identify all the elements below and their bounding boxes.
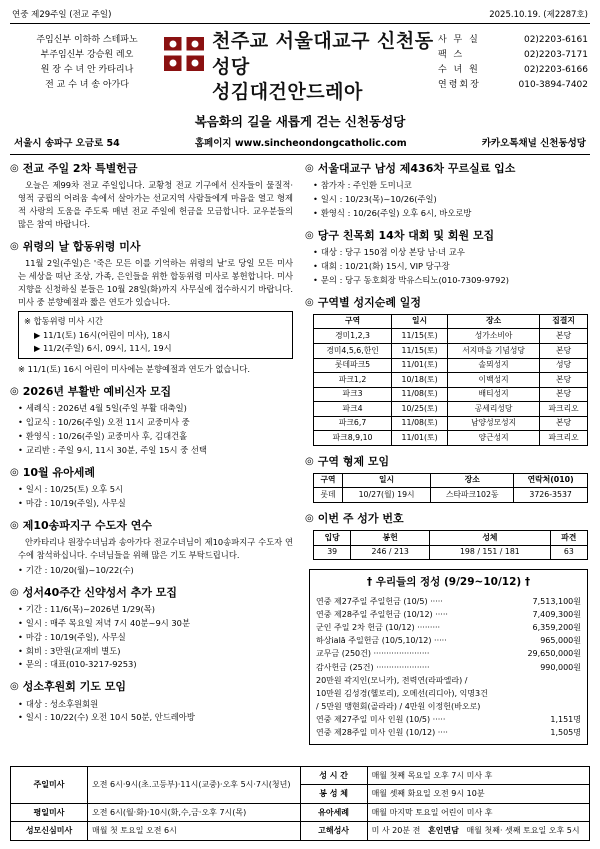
parish-slogan: 복음화의 길을 새롭게 걷는 신천동성당 xyxy=(194,113,406,129)
cell: 본당 xyxy=(540,373,588,388)
article-memorial-mass xyxy=(10,240,295,376)
donation-amount: 965,000원 xyxy=(540,636,581,646)
list-item xyxy=(18,658,293,671)
list-item xyxy=(18,617,293,630)
bullet-icon: • xyxy=(18,444,23,455)
article-title: 제10송파지구 수도자 연수 xyxy=(22,518,152,532)
article-title: 성소후원회 기도 모임 xyxy=(22,680,127,694)
donation-amount: 6,359,200원 xyxy=(532,622,581,632)
mass-schedule-footer xyxy=(10,766,590,841)
cell: 스타파크102동 xyxy=(431,488,514,503)
contact-label-2: 수 녀 원 xyxy=(438,64,480,75)
bullet-icon: • xyxy=(18,417,23,428)
donation-label: 군인 주일 2차 헌금 (10/12) ········· xyxy=(316,622,441,632)
article-infant-baptism xyxy=(10,466,295,510)
contact-row xyxy=(438,48,588,63)
article-body: 오늘은 제99차 전교 주일입니다. 교황청 전교 기구에서 신자들이 물질적·영적 궁핍의 어려움 속에서 살아가는 선교지역 사람들에게 마음을 열고 형제적 사랑의 도움을 주도록 매년 전교 주일에 헌금을 모금합니다. 교우분들의 많은 참여 바랍니다. xyxy=(18,180,293,229)
contact-label-0: 사 무 실 xyxy=(438,35,480,45)
donation-amount: 7,513,100원 xyxy=(532,596,581,606)
list-item-text: 일시 : 매주 목요일 저녁 7시 40분~9시 30분 xyxy=(25,617,190,628)
list-item xyxy=(18,603,293,616)
list-item-text: 마감 : 10/19(주일), 사무실 xyxy=(25,631,126,642)
cell: 246 / 213 xyxy=(351,545,430,560)
table-row xyxy=(11,803,590,822)
list-item xyxy=(313,207,588,220)
confession-time: 미 사 20분 전 xyxy=(371,826,421,836)
attendance-row xyxy=(316,713,581,726)
article-title: 당구 친목회 14차 대회 및 회원 모집 xyxy=(317,228,495,242)
article-bible-40weeks xyxy=(10,586,295,672)
article-body: 안카타리나 원장수녀님과 송아가다 전교수녀님이 제10송파지구 수도자 연수에 참석하십니다. 수녀님들을 위해 많은 기도 부탁드립니다. xyxy=(18,537,293,560)
list-item-text: 일시 : 10/22(수) 오전 10시 50분, 안드레아방 xyxy=(25,712,195,723)
donation-row xyxy=(316,608,581,621)
row-label-2: 유아세례 xyxy=(300,803,367,822)
list-item-text: 참가자 : 주인환 도미니코 xyxy=(320,180,412,191)
top-header xyxy=(10,8,590,22)
article-hymn-numbers xyxy=(305,512,590,560)
parish-address: 서울시 송파구 오금로 54 xyxy=(14,137,120,149)
cell: 11/15(토) xyxy=(392,344,448,359)
section-marker-icon: ◎ xyxy=(10,586,19,598)
cell: 10/18(토) xyxy=(392,373,448,388)
donation-amount: 990,000원 xyxy=(540,662,581,672)
article-title: 성서40주간 신약성서 추가 모집 xyxy=(22,585,178,599)
contact-label-1: 팩 스 xyxy=(438,49,465,60)
attendance-label: 연중 제28주일 미사 인원 (10/12) ···· xyxy=(316,728,448,738)
contact-label-3: 연령회장 xyxy=(438,79,481,90)
list-item-text: 환영식 : 10/26(주일) 오후 6시, 바오로방 xyxy=(320,207,472,218)
contact-row xyxy=(438,78,588,93)
cell: 11/08(토) xyxy=(392,416,448,431)
cell: 파크리오 xyxy=(540,431,588,446)
cell: 파크4 xyxy=(314,402,392,417)
col-header: 일시 xyxy=(392,314,448,329)
list-item xyxy=(18,497,293,510)
cell: 파크1,2 xyxy=(314,373,392,388)
homepage-link[interactable]: 홈페이지 www.sincheondongcatholic.com xyxy=(194,137,407,149)
bullet-icon: • xyxy=(313,194,318,205)
table-header-row xyxy=(314,473,588,488)
section-marker-icon: ◎ xyxy=(10,162,19,174)
table-row xyxy=(314,387,588,402)
cell: 198 / 151 / 181 xyxy=(430,545,551,560)
article-catechumen-2026 xyxy=(10,385,295,457)
cell: 11/15(토) xyxy=(392,329,448,344)
table-header-row xyxy=(314,314,588,329)
row-value-2 xyxy=(367,822,589,841)
article-title: 구역별 성지순례 일정 xyxy=(317,295,422,309)
donation-amount: 29,650,000원 xyxy=(527,649,581,659)
masthead xyxy=(10,24,590,108)
row-value: 오전 6시(월·화)·10시(화,수,금·오후 7시(목) xyxy=(88,803,301,822)
row-label: 성모신심미사 xyxy=(11,822,88,841)
donation-note: 10만원 김성경(헬로리), 오메선(리디아), 익명3건 xyxy=(316,688,488,698)
contact-value-0: 02)2203-6161 xyxy=(523,35,588,45)
donation-row xyxy=(316,634,581,647)
article-footnote: ※ 11/1(토) 16시 어린이 미사에는 분향예절과 연도가 없습니다. xyxy=(18,364,251,375)
bullet-icon: • xyxy=(313,247,318,258)
cell: 10/25(토) xyxy=(392,402,448,417)
list-item xyxy=(18,645,293,658)
cell: 본당 xyxy=(540,387,588,402)
row-value: 매월 첫 토요일 오전 6시 xyxy=(88,822,301,841)
clergy-list xyxy=(12,29,162,92)
cell: 본당 xyxy=(540,344,588,359)
bullet-icon: • xyxy=(313,180,318,191)
list-item xyxy=(18,483,293,496)
cell: 성가소비아 xyxy=(448,329,540,344)
contact-row xyxy=(438,63,588,78)
table-row xyxy=(314,416,588,431)
section-marker-icon: ◎ xyxy=(305,229,314,241)
col-header: 파견 xyxy=(550,531,587,546)
donation-row xyxy=(316,595,581,608)
cell: 서지마을 기념성당 xyxy=(448,344,540,359)
list-item-text: 교리반 : 주일 9시, 11시 30분, 주일 15시 중 선택 xyxy=(25,444,207,455)
table-row xyxy=(314,358,588,373)
section-marker-icon: ◎ xyxy=(305,455,314,467)
donation-label: 교무금 (250건) ······················ xyxy=(316,649,430,659)
article-religious-training xyxy=(10,519,295,577)
col-header: 구역 xyxy=(314,314,392,329)
parish-name-line1: 천주교 서울대교구 신천동성당 xyxy=(212,30,434,78)
table-row xyxy=(314,431,588,446)
article-title: 서울대교구 남성 제436차 꾸르실료 입소 xyxy=(317,161,516,175)
bullet-icon: • xyxy=(313,274,318,285)
clergy-line-4: 전 교 수 녀 송 아가다 xyxy=(45,79,129,90)
parish-name-line2: 성김대건안드레아 xyxy=(212,81,363,104)
donation-label: 하상ială 주일헌금 (10/5,10/12) ····· xyxy=(316,636,447,646)
bullet-icon: • xyxy=(18,431,23,442)
donation-label: 연중 제28주일 주일헌금 (10/12) ····· xyxy=(316,609,448,619)
section-marker-icon: ◎ xyxy=(10,681,19,693)
table-row xyxy=(11,766,590,785)
article-title: 구역 형제 모임 xyxy=(317,454,390,468)
box-title: ※ 합동위령 미사 시간 xyxy=(24,316,103,327)
list-item xyxy=(313,193,588,206)
parish-title-block xyxy=(162,29,438,106)
clergy-line-2: 부주임신부 강승원 레오 xyxy=(40,49,134,60)
row-value: 오전 6시·9시(초.고등부)·11시(교중)·오후 5시·7시(청년) xyxy=(88,766,301,803)
donation-box-title: † 우리들의 정성 (9/29~10/12) † xyxy=(366,576,531,589)
col-header: 구역 xyxy=(314,473,343,488)
bullet-icon: • xyxy=(313,207,318,218)
hymn-numbers-table xyxy=(313,530,588,560)
row-value-2: 매월 셋째 화요일 오전 9시 10분 xyxy=(367,785,589,804)
cell: 39 xyxy=(314,545,351,560)
article-pilgrimage-schedule xyxy=(305,296,590,446)
section-marker-icon: ◎ xyxy=(10,240,19,252)
clergy-line-1: 주임신부 이하하 스테파노 xyxy=(36,35,138,45)
cell: 이백성지 xyxy=(448,373,540,388)
table-row xyxy=(314,373,588,388)
list-item xyxy=(313,179,588,192)
issue-label: 연중 제29주일 (전교 주일) xyxy=(12,10,112,20)
cell: 3726-3537 xyxy=(514,488,588,503)
row-value-2: 매월 첫째 목요일 오후 7시 미사 후 xyxy=(367,766,589,785)
section-marker-icon: ◎ xyxy=(10,386,19,398)
article-title: 이번 주 성가 번호 xyxy=(317,511,404,525)
list-item xyxy=(18,631,293,644)
article-title: 10월 유아세례 xyxy=(22,465,96,479)
donation-label: 감사헌금 (25건) ····················· xyxy=(316,662,430,672)
list-item xyxy=(18,698,293,711)
cell: 63 xyxy=(550,545,587,560)
list-item-text: 문의 : 당구 동호회장 박유스티노(010-7309-9792) xyxy=(320,274,509,285)
cell: 배티성지 xyxy=(448,387,540,402)
bullet-icon: • xyxy=(18,617,23,628)
contact-value-1: 02)2203-7171 xyxy=(523,49,588,60)
table-row xyxy=(314,488,588,503)
list-item-text: 회비 : 3만원(교재비 별도) xyxy=(25,645,121,656)
section-marker-icon: ◎ xyxy=(305,296,314,308)
row-label-2: 고해성사 xyxy=(300,822,367,841)
attendance-value: 1,151명 xyxy=(550,715,581,725)
donation-note: / 5만원 맹현회(골라라) / 4만원 이정헌(바오로) xyxy=(316,702,481,712)
bullet-icon: • xyxy=(18,497,23,508)
article-billiards-club xyxy=(305,229,590,287)
cell: 11/08(토) xyxy=(392,387,448,402)
memorial-mass-times-box xyxy=(18,311,293,359)
list-item xyxy=(313,246,588,259)
donation-label: 연중 제27주일 주일헌금 (10/5) ····· xyxy=(316,596,443,606)
cell: 본당 xyxy=(540,329,588,344)
list-item xyxy=(18,416,293,429)
list-item xyxy=(313,274,588,287)
list-item-text: 기간 : 11/6(목)~2026년 1/29(목) xyxy=(25,603,155,614)
row-label: 평일미사 xyxy=(11,803,88,822)
article-title: 전교 주일 2차 특별헌금 xyxy=(22,161,138,175)
col-header: 입당 xyxy=(314,531,351,546)
list-item-text: 일시 : 10/23(목)~10/26(주일) xyxy=(320,194,437,205)
clergy-line-3: 원 장 수 녀 안 카타리나 xyxy=(40,64,134,75)
table-row xyxy=(314,344,588,359)
table-row xyxy=(314,545,588,560)
donation-amount: 7,409,300원 xyxy=(532,609,581,619)
cell: 파크6,7 xyxy=(314,416,392,431)
list-item xyxy=(18,711,293,724)
list-item-text: 대상 : 당구 150점 이상 본당 남·녀 교우 xyxy=(320,247,465,258)
list-item xyxy=(18,444,293,457)
contact-value-2: 02)2203-6166 xyxy=(523,64,588,75)
masthead-divider xyxy=(10,154,590,155)
bullet-icon: • xyxy=(18,631,23,642)
section-marker-icon: ◎ xyxy=(10,466,19,478)
article-title: 2026년 부활반 예비신자 모집 xyxy=(22,385,172,399)
article-title: 위령의 날 합동위령 미사 xyxy=(22,239,141,253)
cell: 본당 xyxy=(540,416,588,431)
donation-summary-box xyxy=(309,569,588,744)
cell: 양근성지 xyxy=(448,431,540,446)
list-item-text: 입교식 : 10/26(주일) 오전 11시 교중미사 중 xyxy=(25,417,190,428)
kakao-channel[interactable]: 카카오톡채널 신천동성당 xyxy=(481,137,586,149)
article-vocation-prayer-meeting xyxy=(10,680,295,724)
section-marker-icon: ◎ xyxy=(305,162,314,174)
row-value-2: 매월 마지막 토요일 어린이 미사 후 xyxy=(367,803,589,822)
donation-note: 20만원 곽지인(모니카), 전력연(라파엘라) / xyxy=(316,675,468,685)
schedule-table xyxy=(10,766,590,841)
bullet-icon: • xyxy=(18,603,23,614)
bullet-icon: • xyxy=(18,645,23,656)
table-row xyxy=(314,402,588,417)
cell: 공세리성당 xyxy=(448,402,540,417)
col-header: 성체 xyxy=(430,531,551,546)
list-item xyxy=(18,402,293,415)
bullet-icon: • xyxy=(18,564,23,575)
cell: 11/01(토) xyxy=(392,431,448,446)
right-column xyxy=(305,162,590,745)
issue-date: 2025.10.19. (제2287호) xyxy=(489,10,588,20)
article-cursillo xyxy=(305,162,590,220)
list-item-text: 문의 : 대표(010-3217-9253) xyxy=(25,659,137,670)
article-district-brothers-meeting xyxy=(305,455,590,503)
marriage-time: 매월 첫째· 셋째 토요일 오후 5시 xyxy=(466,826,580,836)
list-item-text: 기간 : 10/20(월)~10/22(수) xyxy=(25,564,134,575)
attendance-row xyxy=(316,726,581,739)
section-marker-icon: ◎ xyxy=(305,512,314,524)
table-header-row xyxy=(314,531,588,546)
donation-row xyxy=(316,647,581,660)
bullet-icon: • xyxy=(18,659,23,670)
col-header: 장소 xyxy=(448,314,540,329)
list-item xyxy=(18,564,293,577)
col-header: 장소 xyxy=(431,473,514,488)
cell: 11/01(토) xyxy=(392,358,448,373)
attendance-value: 1,505명 xyxy=(550,728,581,738)
cell: 성당 xyxy=(540,358,588,373)
col-header: 일시 xyxy=(343,473,431,488)
article-body: 11월 2일(주일)은 '죽은 모든 이를 기억하는 위령의 날'로 당일 모든 미사는 세상을 떠난 조상, 가족, 은인들을 위한 합동위령 미사로 봉헌합니다. 미사 지향을 신청하실 분들은 10월 28일(화)까지 사무실에 접수하시기 바랍니다. 미사 중 분향예절과 짧은 연도가 있습니다. xyxy=(18,257,293,307)
bullet-icon: • xyxy=(18,403,23,414)
table-row xyxy=(314,329,588,344)
list-item-text: 일시 : 10/25(토) 오후 5시 xyxy=(25,484,124,495)
cell: 솔뫼성지 xyxy=(448,358,540,373)
list-item-text: 마감 : 10/19(주일), 사무실 xyxy=(25,497,126,508)
bullet-icon: • xyxy=(18,712,23,723)
row-label: 주일미사 xyxy=(11,766,88,803)
cell: 롯데 xyxy=(314,488,343,503)
bullet-icon: • xyxy=(18,698,23,709)
list-item xyxy=(313,260,588,273)
article-mission-sunday-offering xyxy=(10,162,295,231)
contact-value-3: 010-3894-7402 xyxy=(518,79,588,90)
attendance-label: 연중 제27주일 미사 인원 (10/5) ····· xyxy=(316,715,446,725)
col-header: 집결지 xyxy=(540,314,588,329)
box-line-2: ▶ 11/2(주일) 6시, 09시, 11시, 19시 xyxy=(34,342,172,353)
list-item-text: 대회 : 10/21(화) 15시, VIP 당구장 xyxy=(320,260,450,271)
list-item-text: 환영식 : 10/26(주일) 교중미사 후, 김대건홀 xyxy=(25,431,188,442)
cell: 경미1,2,3 xyxy=(314,329,392,344)
donation-row xyxy=(316,621,581,634)
address-bar xyxy=(10,133,590,152)
table-row xyxy=(11,822,590,841)
section-marker-icon: ◎ xyxy=(10,519,19,531)
cell: 파크8,9,10 xyxy=(314,431,392,446)
bullet-icon: • xyxy=(18,484,23,495)
pilgrimage-table xyxy=(313,314,588,446)
bullet-icon: • xyxy=(313,260,318,271)
col-header: 연락처(010) xyxy=(514,473,588,488)
cell: 롯데파크5 xyxy=(314,358,392,373)
list-item-text: 대상 : 성소후원회원 xyxy=(25,698,99,709)
content-columns xyxy=(10,158,590,745)
row-label-2: 봉 성 체 xyxy=(300,785,367,804)
cell: 경미4,5,6,한인 xyxy=(314,344,392,359)
cell: 파크3 xyxy=(314,387,392,402)
cell: 파크리오 xyxy=(540,402,588,417)
contact-block xyxy=(438,29,588,92)
cell: 10/27(월) 19시 xyxy=(343,488,431,503)
donation-row xyxy=(316,661,581,674)
col-header: 봉헌 xyxy=(351,531,430,546)
list-item-text: 세례식 : 2026년 4월 5일(주일 부활 대축일) xyxy=(25,403,187,414)
marriage-label: 혼인면담 xyxy=(427,826,459,836)
left-column xyxy=(10,162,295,745)
row-label-2: 성 시 간 xyxy=(300,766,367,785)
cell: 남양성모성지 xyxy=(448,416,540,431)
contact-row xyxy=(438,33,588,48)
list-item xyxy=(18,430,293,443)
parish-emblem-icon xyxy=(162,31,206,75)
box-line-1: ▶ 11/1(토) 16시(어린이 미사), 18시 xyxy=(34,329,171,340)
brothers-meeting-table xyxy=(313,473,588,503)
